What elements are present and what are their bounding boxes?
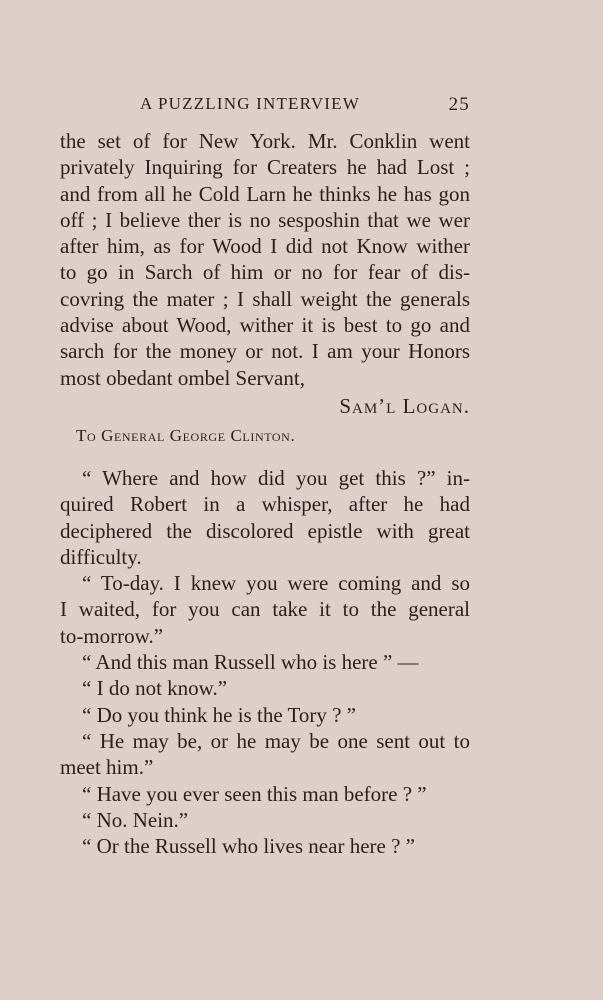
letter-line: after him, as for Wood I did not Know wither xyxy=(60,234,470,259)
dialogue-line: “ And this man Russell who is here ” — xyxy=(82,650,419,675)
letter-line: advise about Wood, wither it is best to go and xyxy=(60,313,470,338)
addressee: To General George Clinton. xyxy=(76,425,296,445)
letter-line: to go in Sarch of him or no for fear of dis- xyxy=(60,260,470,285)
dialogue-line: “ Do you think he is the Tory ? ” xyxy=(82,702,357,727)
dialogue xyxy=(60,465,470,859)
dialogue-line: “ Or the Russell who lives near here ? ” xyxy=(82,834,415,859)
dialogue-line: difficulty. xyxy=(60,544,142,569)
signature: Sam’l Logan. xyxy=(339,393,470,418)
dialogue-line: “ Have you ever seen this man before ? ” xyxy=(82,781,427,806)
body-text xyxy=(60,128,470,859)
dialogue-line: “ He may be, or he may be one sent out to xyxy=(82,728,470,753)
letter-line: most obedant ombel Servant, xyxy=(60,365,305,390)
letter-line: and from all he Cold Larn he thinks he has gon xyxy=(60,181,470,206)
page-number: 25 xyxy=(448,94,470,115)
letter-line: the set of for New York. Mr. Conklin went xyxy=(60,129,470,153)
dialogue-line: “ Where and how did you get this ?” in- xyxy=(82,465,470,490)
dialogue-line: to-morrow.” xyxy=(60,623,164,648)
dialogue-line: I waited, for you can take it to the general xyxy=(60,597,470,622)
dialogue-line: “ To-day. I knew you were coming and so xyxy=(82,571,470,596)
dialogue-line: quired Robert in a whisper, after he had xyxy=(60,492,470,517)
letter-line: off ; I believe ther is no sesposhin that we wer xyxy=(60,207,470,232)
dialogue-line: meet him.” xyxy=(60,755,154,780)
letter-line: sarch for the money or not. I am your Honors xyxy=(60,339,470,364)
dialogue-line: “ No. Nein.” xyxy=(82,807,189,832)
dialogue-line: deciphered the discolored epistle with great xyxy=(60,518,470,543)
chapter-title: A PUZZLING INTERVIEW xyxy=(140,94,360,113)
dialogue-line: “ I do not know.” xyxy=(82,676,228,701)
letter-line: privately Inquiring for Creaters he had Lost ; xyxy=(60,155,470,180)
letter-line: covring the mater ; I shall weight the generals xyxy=(60,286,470,311)
